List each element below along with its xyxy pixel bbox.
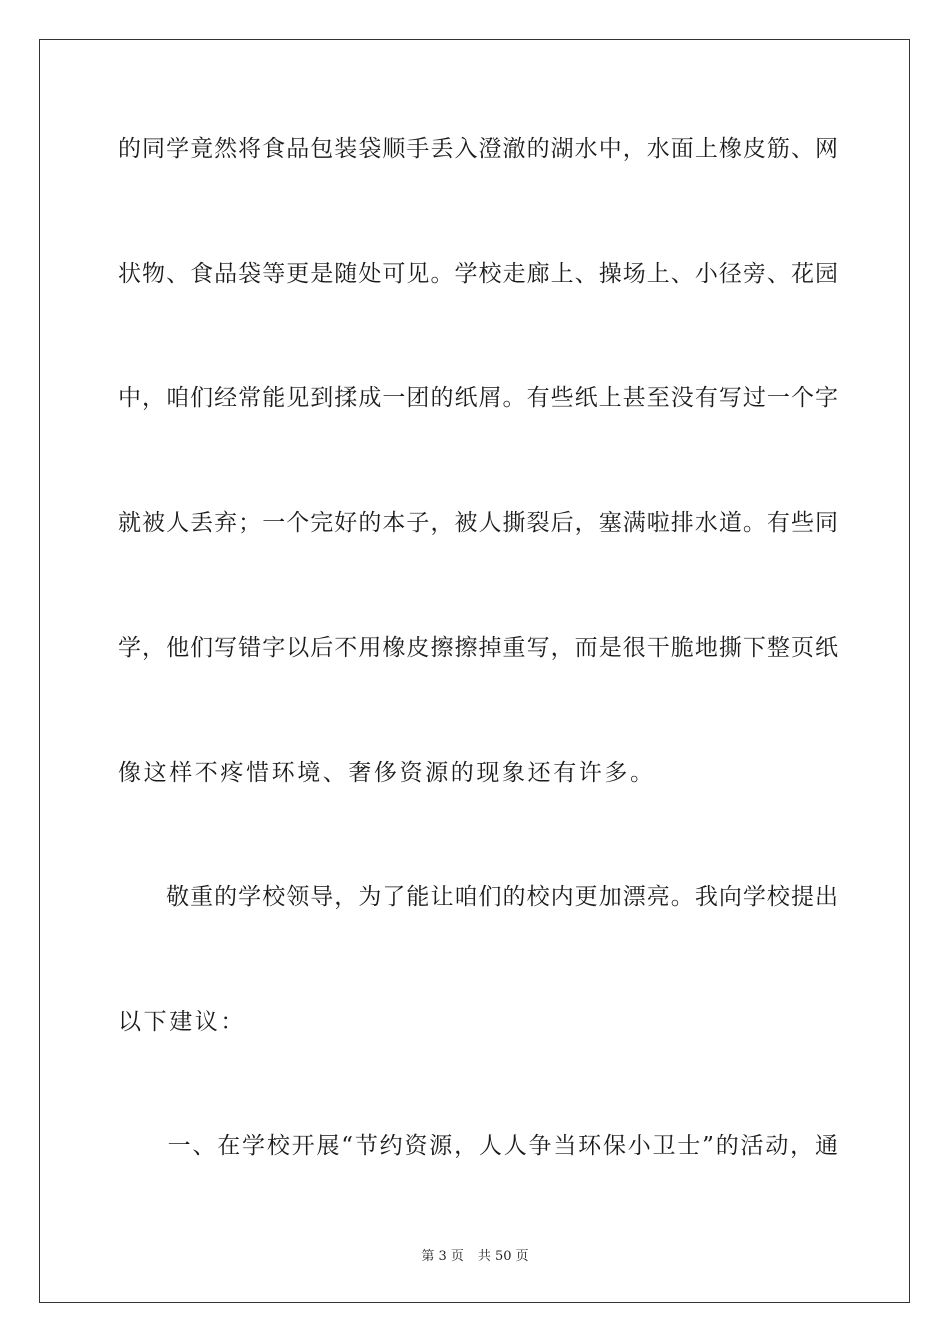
page-border bbox=[39, 39, 910, 1303]
body-text-line-8: 以下建议： bbox=[118, 1009, 246, 1035]
body-text-line-3: 中，咱们经常能见到揉成一团的纸屑。有些纸上甚至没有写过一个字 bbox=[118, 385, 838, 411]
body-text-line-4: 就被人丢弃；一个完好的本子，被人撕裂后，塞满啦排水道。有些同 bbox=[118, 510, 838, 536]
body-text-line-2: 状物、食品袋等更是随处可见。学校走廊上、操场上、小径旁、花园 bbox=[118, 261, 838, 287]
body-text-line-5: 学，他们写错字以后不用橡皮擦擦掉重写，而是很干脆地撕下整页纸 bbox=[118, 635, 838, 661]
page-footer bbox=[0, 1249, 950, 1265]
body-text-line-9: 一、在学校开展“节约资源，人人争当环保小卫士”的活动，通 bbox=[118, 1133, 838, 1159]
body-text-line-1: 的同学竟然将食品包装袋顺手丢入澄澈的湖水中，水面上橡皮筋、网 bbox=[118, 136, 838, 162]
body-text-line-6: 像这样不疼惜环境、奢侈资源的现象还有许多。 bbox=[118, 760, 656, 786]
body-text-line-7: 敬重的学校领导，为了能让咱们的校内更加漂亮。我向学校提出 bbox=[118, 884, 838, 910]
page-number: 第 3 页 bbox=[421, 1249, 464, 1264]
page-total: 共 50 页 bbox=[477, 1249, 529, 1264]
